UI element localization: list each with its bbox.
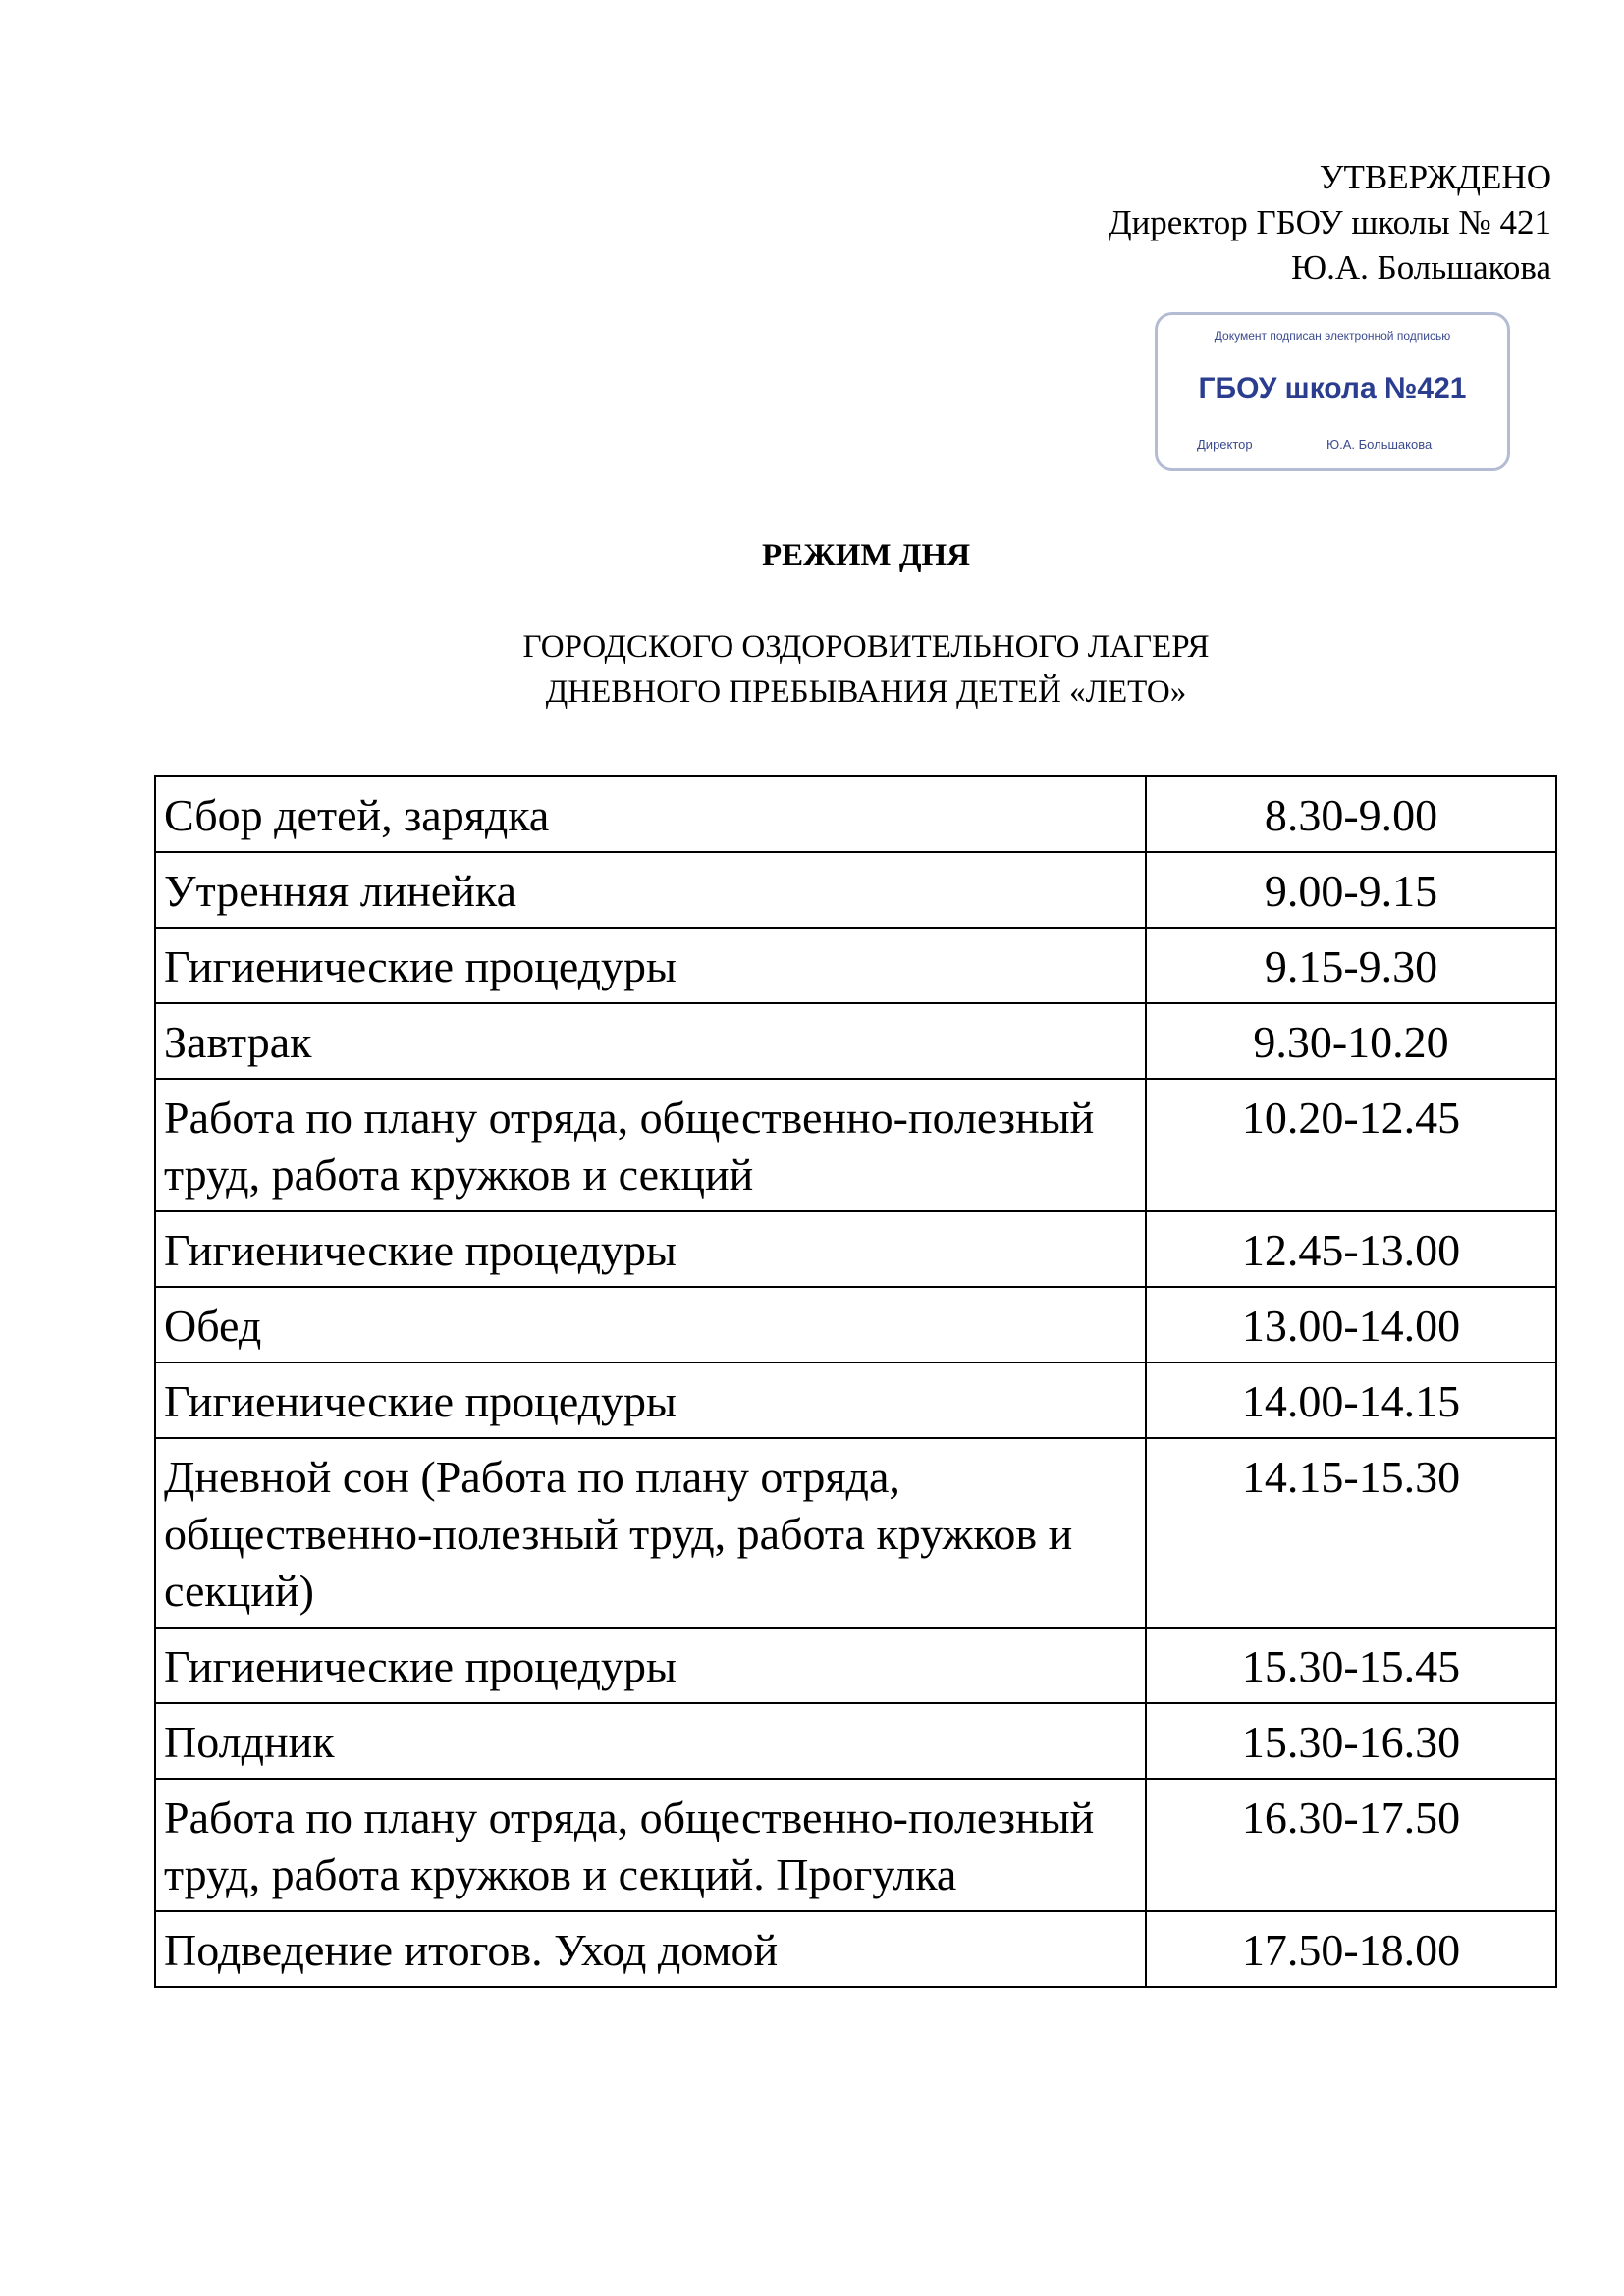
table-row bbox=[155, 1703, 1556, 1779]
table-row bbox=[155, 1211, 1556, 1287]
activity-cell: Полдник bbox=[155, 1703, 1146, 1779]
time-cell: 9.15-9.30 bbox=[1146, 928, 1556, 1003]
time-cell: 9.00-9.15 bbox=[1146, 852, 1556, 928]
table-row bbox=[155, 1362, 1556, 1438]
time-cell: 14.00-14.15 bbox=[1146, 1362, 1556, 1438]
time-cell: 16.30-17.50 bbox=[1146, 1779, 1556, 1911]
time-cell: 12.45-13.00 bbox=[1146, 1211, 1556, 1287]
electronic-signature-stamp bbox=[1155, 312, 1510, 471]
stamp-caption: Документ подписан электронной подписью bbox=[1214, 329, 1451, 343]
approval-block bbox=[864, 155, 1551, 291]
table-row bbox=[155, 1911, 1556, 1987]
table-row bbox=[155, 928, 1556, 1003]
stamp-organization: ГБОУ школа №421 bbox=[1198, 372, 1467, 404]
time-cell: 14.15-15.30 bbox=[1146, 1438, 1556, 1628]
time-cell: 15.30-15.45 bbox=[1146, 1628, 1556, 1703]
time-cell: 17.50-18.00 bbox=[1146, 1911, 1556, 1987]
table-row bbox=[155, 852, 1556, 928]
activity-cell: Обед bbox=[155, 1287, 1146, 1362]
page-subtitle bbox=[108, 624, 1624, 715]
subtitle-line: ГОРОДСКОГО ОЗДОРОВИТЕЛЬНОГО ЛАГЕРЯ bbox=[522, 629, 1210, 665]
table-row bbox=[155, 1438, 1556, 1628]
approval-signatory: Ю.А. Большакова bbox=[1291, 248, 1551, 287]
activity-cell: Гигиенические процедуры bbox=[155, 1362, 1146, 1438]
activity-cell: Дневной сон (Работа по плану отряда, общественно-полезный труд, работа кружков и секций) bbox=[155, 1438, 1146, 1628]
activity-cell: Гигиенические процедуры bbox=[155, 928, 1146, 1003]
table-row bbox=[155, 1287, 1556, 1362]
activity-cell: Завтрак bbox=[155, 1003, 1146, 1079]
activity-cell: Работа по плану отряда, общественно-полезный труд, работа кружков и секций. Прогулка bbox=[155, 1779, 1146, 1911]
activity-cell: Гигиенические процедуры bbox=[155, 1211, 1146, 1287]
approval-heading: УТВЕРЖДЕНО bbox=[1319, 158, 1551, 196]
table-row bbox=[155, 1079, 1556, 1211]
time-cell: 8.30-9.00 bbox=[1146, 776, 1556, 852]
table-row bbox=[155, 1628, 1556, 1703]
activity-cell: Утренняя линейка bbox=[155, 852, 1146, 928]
activity-cell: Подведение итогов. Уход домой bbox=[155, 1911, 1146, 1987]
time-cell: 15.30-16.30 bbox=[1146, 1703, 1556, 1779]
stamp-person: Ю.А. Большакова bbox=[1326, 437, 1433, 452]
page-title: РЕЖИМ ДНЯ bbox=[761, 538, 971, 573]
schedule-table bbox=[154, 775, 1557, 1988]
approval-position: Директор ГБОУ школы № 421 bbox=[1108, 203, 1551, 241]
subtitle-line: ДНЕВНОГО ПРЕБЫВАНИЯ ДЕТЕЙ «ЛЕТО» bbox=[545, 674, 1187, 710]
activity-cell: Гигиенические процедуры bbox=[155, 1628, 1146, 1703]
stamp-role: Директор bbox=[1197, 437, 1253, 452]
table-row bbox=[155, 1003, 1556, 1079]
table-row bbox=[155, 776, 1556, 852]
table-row bbox=[155, 1779, 1556, 1911]
activity-cell: Сбор детей, зарядка bbox=[155, 776, 1146, 852]
time-cell: 10.20-12.45 bbox=[1146, 1079, 1556, 1211]
activity-cell: Работа по плану отряда, общественно-полезный труд, работа кружков и секций bbox=[155, 1079, 1146, 1211]
time-cell: 13.00-14.00 bbox=[1146, 1287, 1556, 1362]
schedule-table-body bbox=[155, 776, 1556, 1987]
time-cell: 9.30-10.20 bbox=[1146, 1003, 1556, 1079]
